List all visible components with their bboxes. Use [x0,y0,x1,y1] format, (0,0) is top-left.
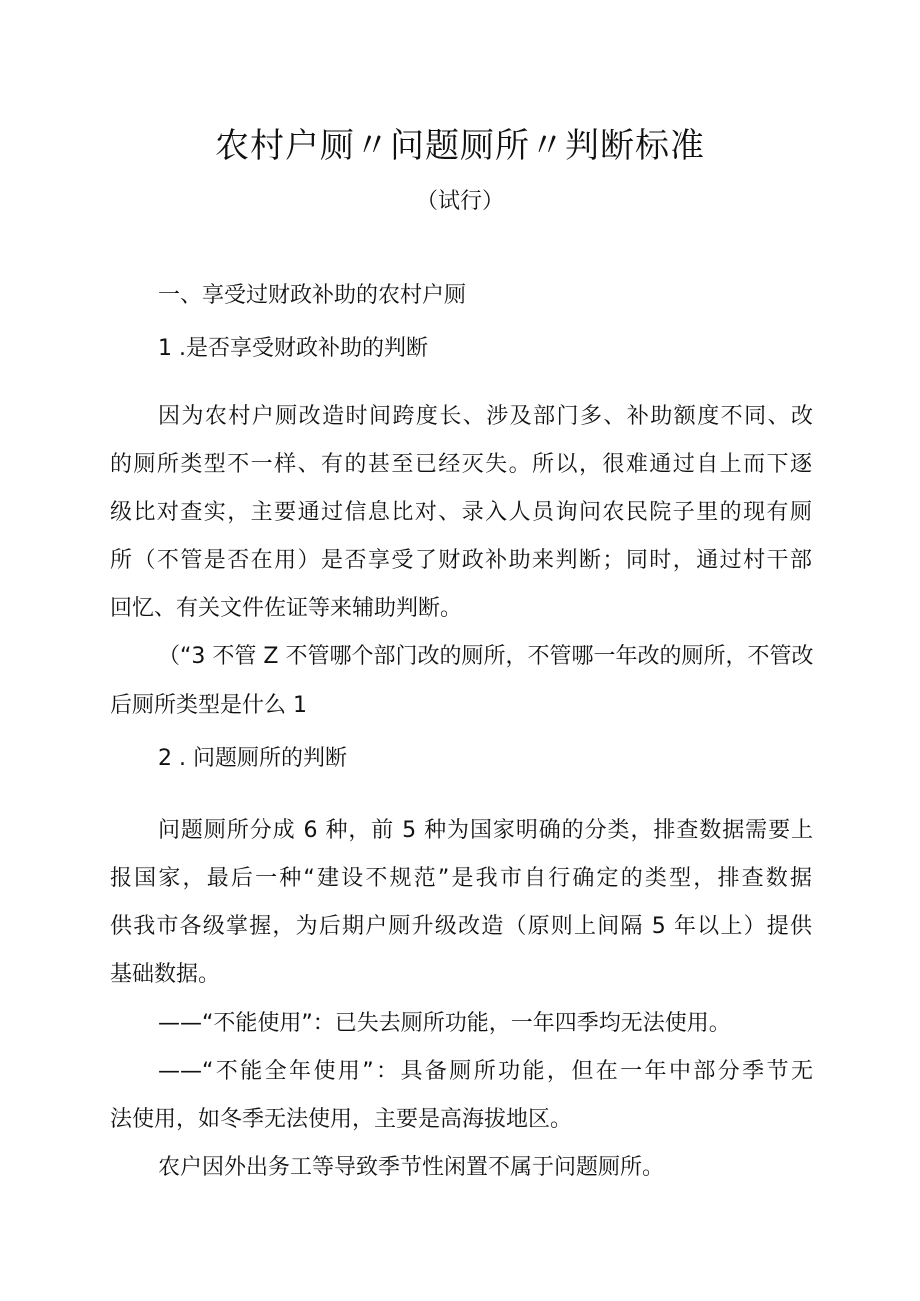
paragraph-1-line-3: 级比对查实，主要通过信息比对、录入人员询问农民院子里的现有厕 [110,500,812,525]
paragraph-5-line-2: 法使用，如冬季无法使用，主要是高海拔地区。 [110,1107,573,1132]
paragraph-4: ——“不能使用”：已失去厕所功能，一年四季均无法使用。 [158,1011,731,1036]
paragraph-2-line-2: 后厕所类型是什么 1 [110,693,307,718]
document-title: 农村户厕〃问题厕所〃判断标准 [215,126,705,166]
paragraph-3-line-2: 报国家，最后一种“建设不规范”是我市自行确定的类型，排查数据 [110,866,812,891]
document-subtitle: （试行） [415,189,504,214]
section-heading-1: 一、享受过财政补助的农村户厕 [158,283,467,308]
paragraph-3-line-4: 基础数据。 [110,962,221,987]
paragraph-1-line-2: 的厕所类型不一样、有的甚至已经灭失。所以，很难通过自上而下逐 [110,452,812,477]
paragraph-2-line-1: （“3 不管 Z 不管哪个部门改的厕所，不管哪一年改的厕所，不管改 [158,644,814,669]
paragraph-3-line-3: 供我市各级掌握，为后期户厕升级改造（原则上间隔 5 年以上）提供 [110,914,812,939]
paragraph-3-line-1: 问题厕所分成 6 种，前 5 种为国家明确的分类，排查数据需要上 [158,818,814,843]
paragraph-6: 农户因外出务工等导致季节性闲置不属于问题厕所。 [158,1155,665,1180]
paragraph-1-line-1: 因为农村户厕改造时间跨度长、涉及部门多、补助额度不同、改 [158,404,813,429]
paragraph-1-line-4: 所（不管是否在用）是否享受了财政补助来判断；同时，通过村干部 [110,548,812,573]
paragraph-5-line-1: ——“不能全年使用”：具备厕所功能，但在一年中部分季节无 [158,1059,813,1084]
item-heading-1: 1 .是否享受财政补助的判断 [158,336,428,361]
paragraph-1-line-5: 回忆、有关文件佐证等来辅助判断。 [110,596,463,621]
item-heading-2: 2 . 问题厕所的判断 [158,746,347,771]
